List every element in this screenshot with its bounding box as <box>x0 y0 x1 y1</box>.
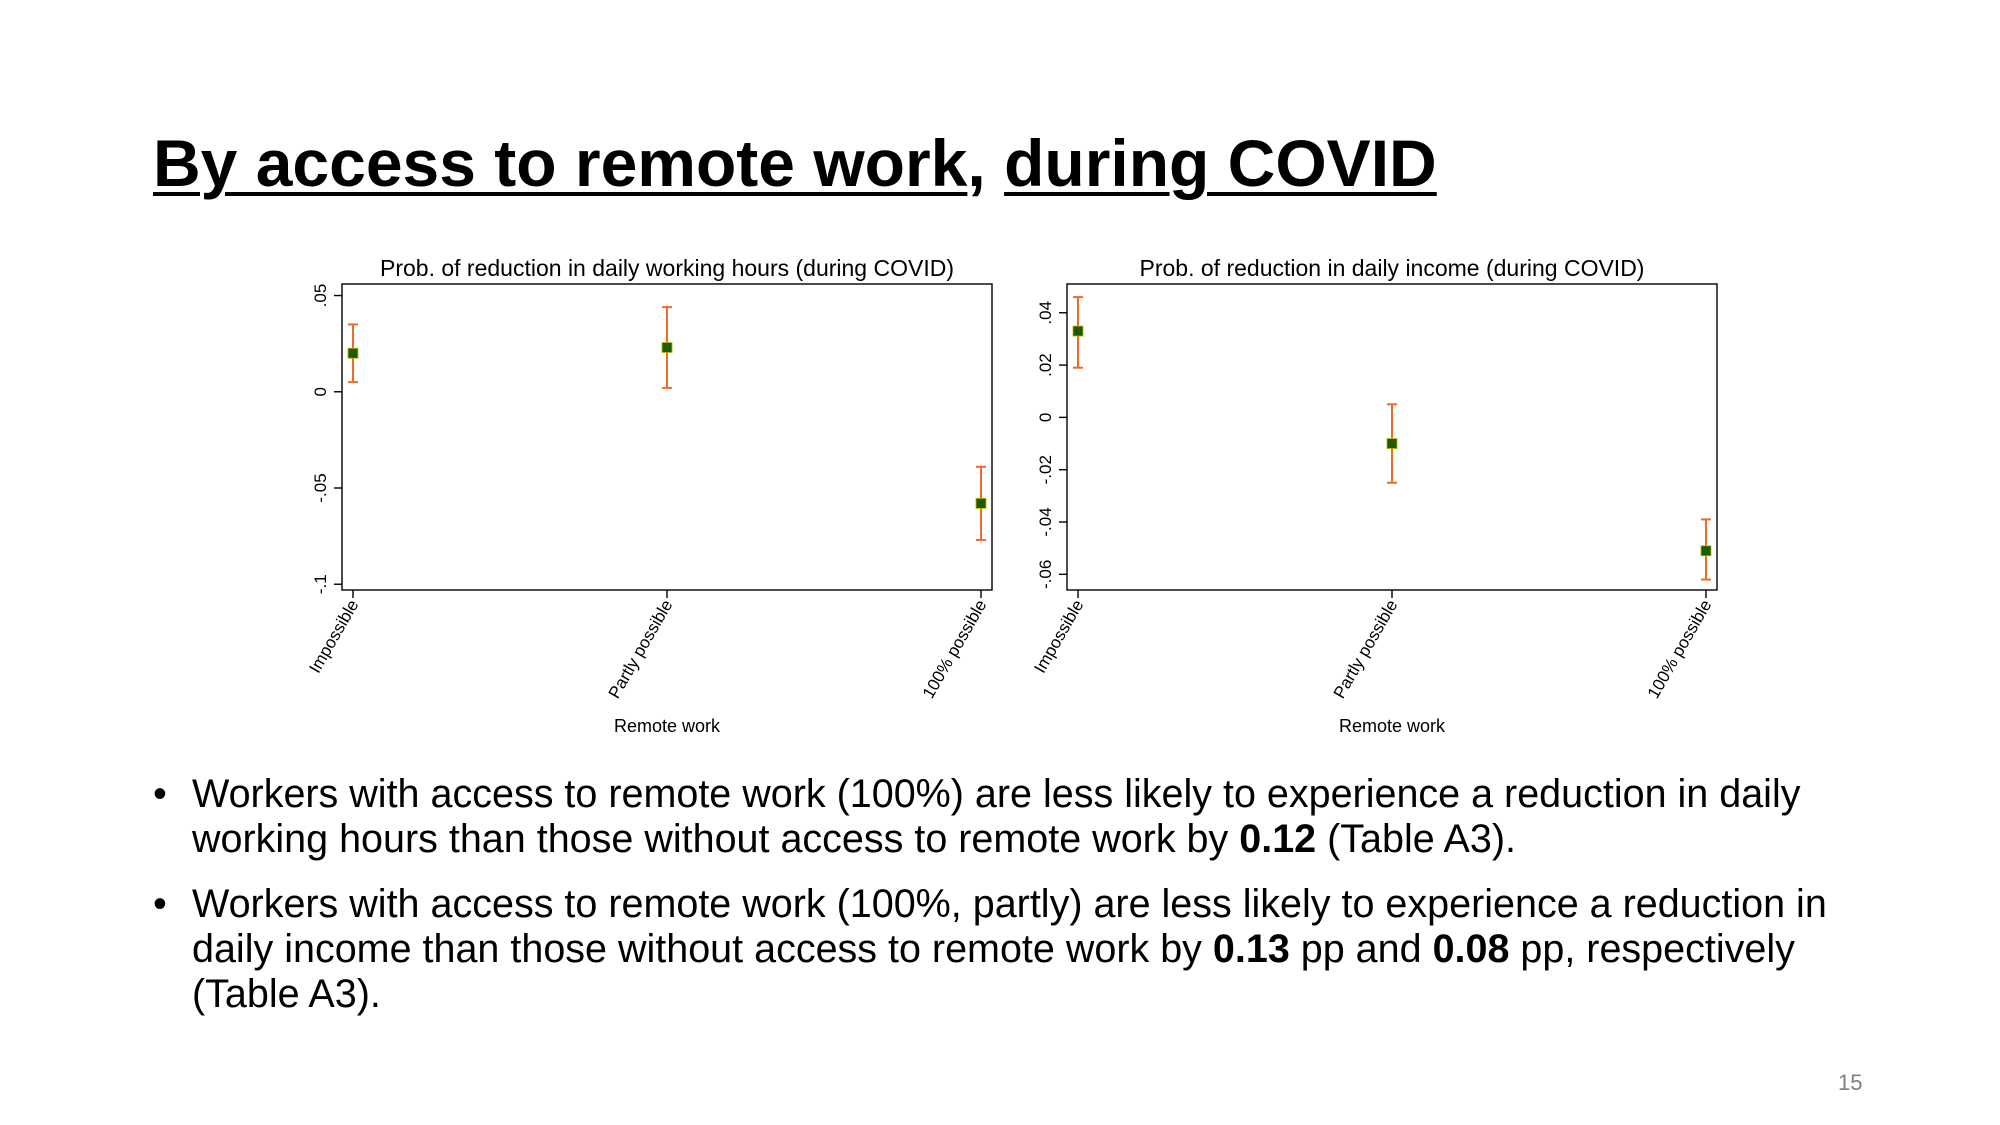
point-marker <box>1387 439 1397 449</box>
y-tick-label: 0 <box>1036 412 1055 423</box>
y-tick-label: -.06 <box>1036 559 1055 589</box>
x-tick-label: Impossible <box>305 596 363 677</box>
title-part-1: By access to remote work <box>153 126 968 200</box>
bullet-bold-value: 0.08 <box>1432 927 1510 971</box>
y-tick-label: .02 <box>1036 353 1055 377</box>
bullet-text: (Table A3). <box>1316 817 1516 861</box>
y-tick-label: 0 <box>311 387 330 397</box>
title-separator: , <box>967 126 1005 200</box>
y-tick-label: -.05 <box>311 473 330 503</box>
x-tick-label: 100% possible <box>918 596 991 702</box>
y-tick-label: .05 <box>311 283 330 308</box>
page-number: 15 <box>1838 1070 1863 1095</box>
bullet-text: pp, respectively (Table A3). <box>192 927 1795 1016</box>
chart-title: Prob. of reduction in daily income (during COVID) <box>1139 255 1645 281</box>
x-axis-label: Remote work <box>613 716 721 736</box>
x-axis-label: Remote work <box>1338 716 1446 736</box>
x-tick-label: 100% possible <box>1643 596 1716 702</box>
bullet-text: Workers with access to remote work (100%) are less likely to experience a reduction in daily working hours than those without access to remote work by <box>192 772 1801 861</box>
x-tick-label: Partly possible <box>604 596 677 702</box>
title-part-2: during COVID <box>1004 126 1437 200</box>
y-tick-label: -.1 <box>311 574 330 595</box>
bullet-bold-value: 0.12 <box>1239 817 1317 861</box>
bullet-list <box>153 772 1853 1037</box>
y-tick-label: .04 <box>1036 300 1055 325</box>
x-tick-label: Partly possible <box>1329 596 1402 702</box>
y-tick-label: -.02 <box>1036 455 1055 485</box>
point-marker <box>1073 326 1083 336</box>
y-tick-label: -.04 <box>1036 507 1055 537</box>
chart-title: Prob. of reduction in daily working hours (during COVID) <box>380 255 954 281</box>
bullet-bold-value: 0.13 <box>1212 927 1290 971</box>
bullet-text: pp and <box>1289 927 1433 971</box>
bullet-text: Workers with access to remote work (100%, partly) are less likely to experience a reduction in daily income than those without access to remote work by <box>192 882 1827 971</box>
point-marker <box>1701 546 1711 556</box>
bullet-item <box>153 772 1853 862</box>
x-tick-label: Impossible <box>1030 596 1088 677</box>
bullet-item <box>153 882 1853 1017</box>
